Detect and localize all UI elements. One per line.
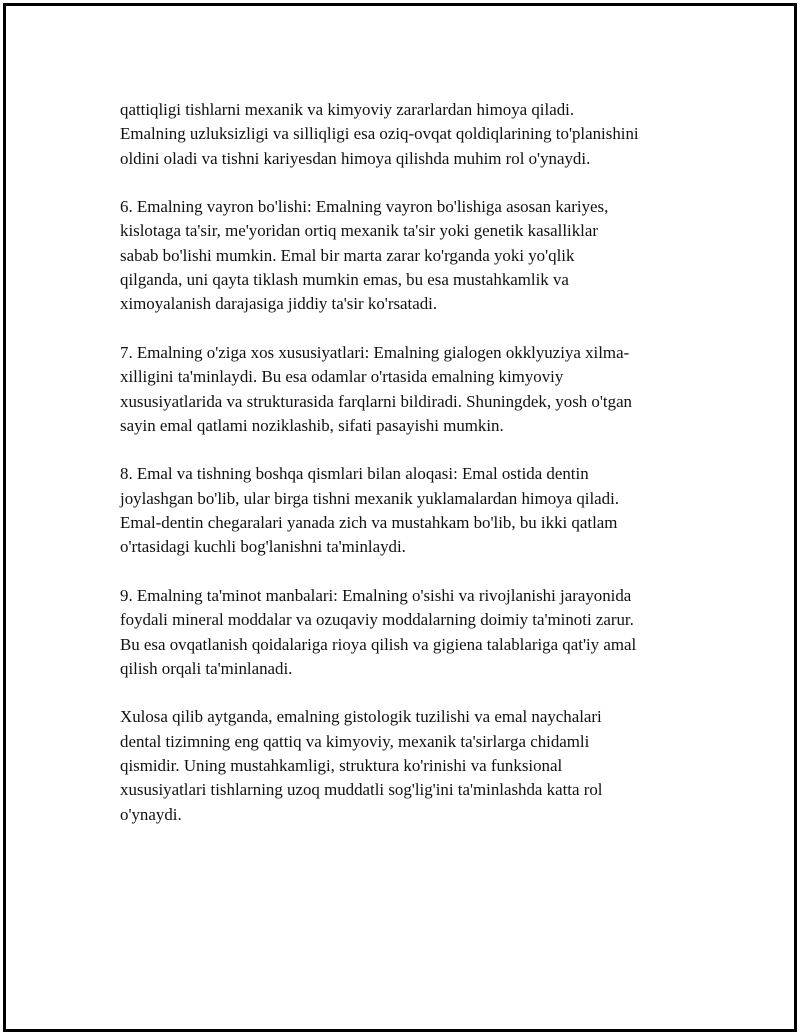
paragraph-continuation: qattiqligi tishlarni mexanik va kimyoviy zararlardan himoya qiladi. Emalning uzluksizligi va silliqligi esa oziq-ovqat qoldiqlarining to'planishini oldini oladi va tishni kariyesdan himoya qilishda muhim rol o'ynaydi. xyxy=(120,100,639,168)
paragraph-enamel-relation: 8. Emal va tishning boshqa qismlari bilan aloqasi: Emal ostida dentin joylashgan bo'lib, ular birga tishni mexanik yuklamalardan himoya qiladi. Emal-dentin chegaralari yanada zich va mustahkam bo'lib, bu ikki qatlam o'rtasidagi kuchli bog'lanishni ta'minlaydi. xyxy=(120,464,620,557)
paragraph-conclusion: Xulosa qilib aytganda, emalning gistologik tuzilishi va emal naychalari dental tizimning eng qattiq va kimyoviy, mexanik ta'sirlarga chidamli qismidir. Uning mustahkamligi, struktura ko'rinishi va funksional xususiyatlari tishlarning uzoq muddatli sog'lig'ini ta'minlashda katta rol o'ynaydi. xyxy=(120,707,603,824)
page-frame xyxy=(3,3,797,1032)
paragraph-enamel-supply: 9. Emalning ta'minot manbalari: Emalning o'sishi va rivojlanishi jarayonida foydali mineral moddalar va ozuqaviy moddalarning doimiy ta'minoti zarur. Bu esa ovqatlanish qoidalariga rioya qilish va gigiena talablariga qat'iy amal qilish orqali ta'minlanadi. xyxy=(120,585,637,678)
paragraph-enamel-destruction: 6. Emalning vayron bo'lishi: Emalning vayron bo'lishiga asosan kariyes, kislotaga ta'sir, me'yoridan ortiq mexanik ta'sir yoki genetik kasalliklar sabab bo'lishi mumkin. Emal bir marta zarar ko'rganda yoki yo'qlik qilganda, uni qayta tiklash mumkin emas, bu esa mustahkamlik va ximoyalanish darajasiga jiddiy ta'sir ko'rsatadi. xyxy=(120,197,609,314)
document-body xyxy=(120,98,700,851)
paragraph-enamel-properties: 7. Emalning o'ziga xos xususiyatlari: Emalning gialogen okklyuziya xilma- xilligini ta'minlaydi. Bu esa odamlar o'rtasida emalning kimyoviy xususiyatlarida va strukturasida farqlarni bildiradi. Shuningdek, yosh o'tgan sayin emal qatlami noziklashib, sifati pasayishi mumkin. xyxy=(120,342,633,435)
